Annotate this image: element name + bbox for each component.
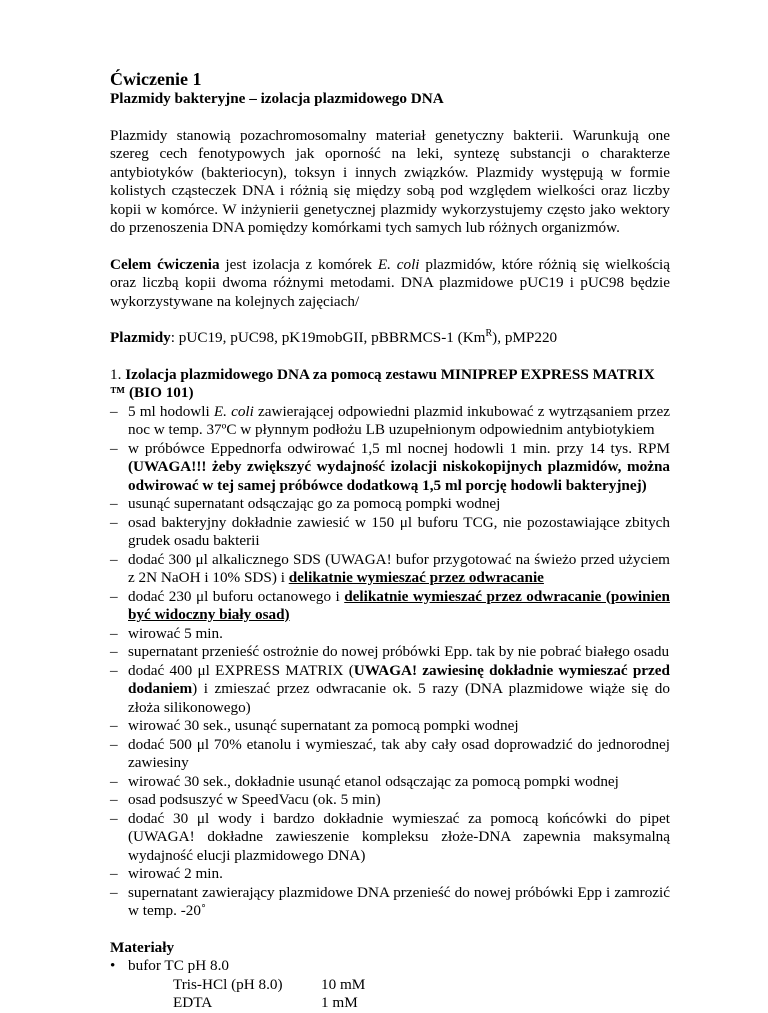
step-text: dodać 300 μl alkalicznego SDS (UWAGA! bufor przygotować na świeżo przed użyciem z 2N NaOH i 10% SDS) i [128, 550, 670, 586]
page-subtitle: Plazmidy bakteryjne – izolacja plazmidowego DNA [110, 90, 444, 107]
step-text: wirować 30 sek., dokładnie usunąć etanol odsączając za pomocą pompki wodnej [128, 772, 619, 790]
materials-heading: Materiały [110, 938, 175, 956]
step-text: osad bakteryjny dokładnie zawiesić w 150 μl buforu TCG, nie pozostawiające zbitych grudek osadu bakterii [128, 513, 670, 549]
dash-marker: – [110, 587, 118, 605]
list-item [110, 884, 670, 921]
step-emphasis: delikatnie wymieszać przez odwracanie [288, 569, 544, 586]
dash-marker: – [110, 809, 118, 827]
dash-marker: – [110, 865, 118, 882]
list-item [110, 514, 670, 551]
step-text: dodać 400 μl EXPRESS MATRIX ( [128, 661, 354, 679]
list-item [110, 736, 670, 773]
list-item [110, 791, 670, 810]
aim-text-1: jest izolacja z komórek [219, 255, 378, 273]
step-text: zawierającej odpowiedni plazmid inkubować z wytrząsaniem przez noc w temp. 37ºC w płynnym podłożu LB uzupełnionym odpowiednim antybiotykiem [128, 402, 670, 438]
dash-marker: – [110, 624, 118, 642]
list-item [110, 403, 670, 440]
buffer-name: bufor TC pH 8.0 [128, 957, 229, 974]
step-text: wirować 30 sek., usunąć supernatant za pomocą pompki wodnej [128, 717, 519, 734]
dash-marker: – [110, 735, 118, 753]
aim-organism: E. coli [377, 255, 420, 273]
list-item [110, 717, 670, 736]
protocol-steps [110, 403, 670, 921]
step-text: osad podsuszyć w SpeedVacu (ok. 5 min) [128, 791, 381, 808]
section-1-number: 1. [110, 365, 126, 383]
dash-marker: – [110, 717, 118, 734]
aim-paragraph [110, 256, 670, 312]
list-item [110, 643, 670, 662]
plasmids-label: Plazmidy [110, 329, 171, 346]
materials-buffer-item [110, 957, 670, 976]
step-text: w próbówce Eppednorfa odwirować 1,5 ml nocnej hodowli 1 min. przy 14 tys. RPM [128, 439, 670, 457]
reagent-concentration: 10 mM [321, 975, 366, 993]
reagent-name: EDTA [173, 994, 213, 1011]
step-text: dodać 30 μl wody i bardzo dokładnie wymieszać za pomocą końcówki do pipet (UWAGA! dokładne zawieszenie kompleksu złoże-DNA zapewnia maksymalną wydajność elucji plazmidowego DNA) [128, 809, 670, 864]
list-item [110, 810, 670, 866]
list-item [110, 865, 670, 884]
step-text: supernatant przenieść ostrożnie do nowej próbówki Epp. tak by nie pobrać białego osadu [128, 643, 670, 660]
dash-marker: – [110, 513, 118, 531]
reagent-concentration: 1 mM [321, 994, 358, 1011]
step-organism: E. coli [213, 402, 254, 420]
list-item [110, 495, 670, 514]
dash-marker: – [110, 402, 118, 420]
step-emphasis: delikatnie wymieszać przez odwracanie (powinien być widoczny biały osad) [128, 587, 670, 623]
document-page [110, 68, 670, 1013]
step-text: wirować 2 min. [128, 865, 223, 882]
step-text: supernatant zawierający plazmidowe DNA przenieść do nowej próbówki Epp i zamrozić w temp. -20˚ [128, 883, 670, 919]
aim-text-2: plazmidów, które różnią się wielkością oraz liczbą kopii dwoma różnymi metodami. DNA plazmidowe pUC19 i pUC98 będzie wykorzystywane na kolejnych zajęciach/ [110, 255, 671, 310]
dash-marker: – [110, 791, 118, 808]
plasmids-text-after: ), pMP220 [492, 329, 558, 346]
list-item [110, 440, 670, 496]
list-item [110, 625, 670, 644]
step-warning: UWAGA! zawiesinę dokładnie wymieszać przed dodaniem [128, 661, 670, 697]
step-text: dodać 500 μl 70% etanolu i wymieszać, tak aby cały osad doprowadzić do jednorodnej zawiesiny [128, 735, 670, 771]
dash-marker: – [110, 883, 118, 901]
list-item [110, 773, 670, 792]
dash-marker: – [110, 495, 118, 512]
step-warning: (UWAGA!!! żeby zwiększyć wydajność izolacji niskokopijnych plazmidów, można odwirować w tej samej próbówce dodatkową 1,5 ml porcję hodowli bakteryjnej) [128, 458, 670, 494]
section-1-heading [110, 366, 670, 403]
list-item [110, 588, 670, 625]
page-title: Ćwiczenie 1 [110, 69, 202, 89]
list-item [110, 551, 670, 588]
plasmids-superscript: R [485, 327, 493, 339]
plasmids-text-before: : pUC19, pUC98, pK19mobGII, pBBRMCS-1 (Km [170, 329, 486, 346]
dash-marker: – [110, 439, 118, 457]
aim-label: Celem ćwiczenia [110, 255, 220, 273]
reagent-name: Tris-HCl (pH 8.0) [173, 975, 283, 993]
table-row [110, 976, 670, 995]
bullet-marker: • [110, 957, 116, 974]
list-item [110, 662, 670, 718]
table-row [110, 994, 670, 1013]
dash-marker: – [110, 550, 118, 568]
step-text: 5 ml hodowli [128, 402, 214, 420]
dash-marker: – [110, 772, 118, 790]
dash-marker: – [110, 643, 118, 660]
step-text: dodać 230 μl buforu octanowego i [128, 587, 345, 605]
dash-marker: – [110, 661, 118, 679]
section-1-title: Izolacja plazmidowego DNA za pomocą zestawu MINIPREP EXPRESS MATRIX ™ (BIO 101) [110, 365, 655, 401]
intro-paragraph: Plazmidy stanowią pozachromosomalny materiał genetyczny bakterii. Warunkują one szereg cech fenotypowych jak oporność na leki, syntezę substancji o charakterze antybiotyków (bakteriocyn), toksyn i innych związków. Plazmidy występują w formie kolistych cząsteczek DNA i różnią się między sobą pod względem wielkości oraz liczby kopii w komórce. W inżynierii genetycznej plazmidy wykorzystujemy często jako wektory do przenoszenia DNA pomiędzy komórkami tych samych lub różnych organizmów. [110, 126, 670, 236]
step-text: wirować 5 min. [128, 624, 223, 642]
plasmids-paragraph [110, 329, 670, 348]
step-text: usunąć supernatant odsączając go za pomocą pompki wodnej [128, 495, 501, 512]
step-text: ) i zmieszać przez odwracanie ok. 5 razy (DNA plazmidowe wiąże się do złoża silikonowego) [128, 680, 670, 716]
